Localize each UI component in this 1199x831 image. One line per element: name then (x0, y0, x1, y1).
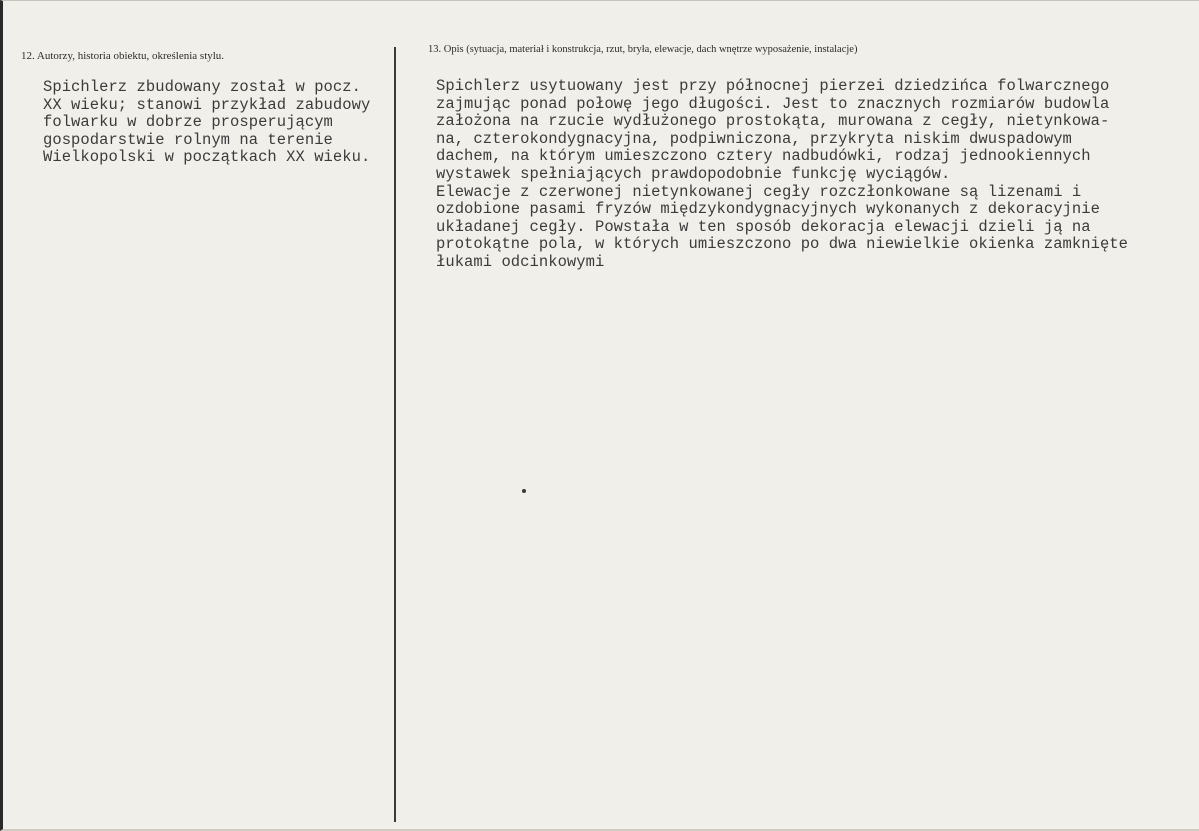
description-typed-text: Spichlerz usytuowany jest przy północnej pierzei dziedzińca folwarcznego zajmując ponad połowę jego długości. Jest to znacznych rozmiarów budowla założona na rzucie wydłużonego prostokąta, murowana z cegły, nietynkowa- na, czterokondygnacyjna, podpiwniczona, przykryta niskim dwuspadowym dachem, na którym umieszczono cztery nadbudówki, rodzaj jednookiennych wystawek spełniających prawdopodobnie funkcję wyciągów. Elewacje z czerwonej nietynkowanej cegły rozczłonkowane są lizenami i ozdobione pasami fryzów międzykondygnacyjnych wykonanych z dekoracyjnie układanej cegły. Powstała w ten sposób dekoracja elewacji dzieli ją na protokątne pola, w których umieszczono po dwa niewielkie okienka zamknięte łukami odcinkowymi (436, 77, 1129, 271)
ink-speck (522, 489, 526, 493)
section-13-header: 13. Opis (sytuacja, materiał i konstrukcja, rzut, bryła, elewacje, dach wnętrze wyposażenie, instalacje) (428, 44, 858, 55)
section-12-header: 12. Autorzy, historia obiektu, określenia stylu. (21, 50, 225, 62)
history-typed-text: Spichlerz zbudowany został w pocz. XX wieku; stanowi przykład zabudowy folwarku w dobrze prosperującym gospodarstwie rolnym na terenie Wielkopolski w początkach XX wieku. (43, 78, 371, 166)
column-divider (394, 47, 396, 822)
